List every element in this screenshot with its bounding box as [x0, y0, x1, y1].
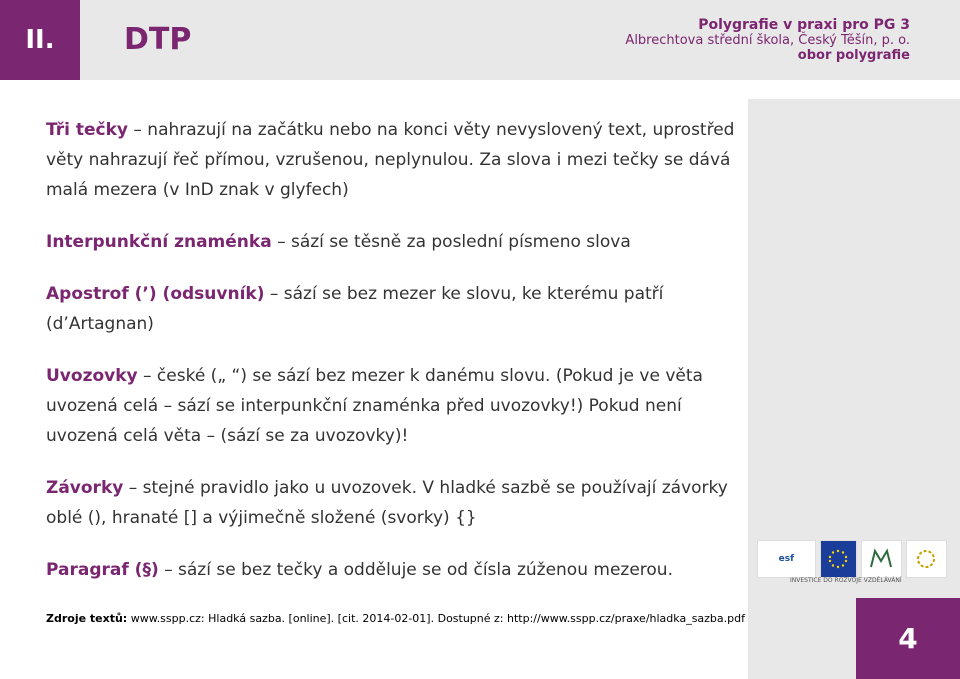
item-term: Uvozovky [46, 366, 138, 386]
item-uvozovky [46, 361, 746, 451]
item-term: Apostrof (’) (odsuvník) [46, 284, 265, 304]
school-name: Albrechtova střední škola, Český Těšín, p. o. [625, 33, 910, 48]
item-tri-tecky [46, 115, 746, 205]
chapter-number: II. [0, 0, 80, 80]
item-interpunkce [46, 227, 746, 257]
item-apostrof [46, 279, 746, 339]
msmt-logo [861, 540, 902, 578]
eu-stars-icon [823, 547, 853, 571]
item-text: – stejné pravidlo jako u uvozovek. V hladké sazbě se používají závorky oblé (), hranaté [] a výjimečně složené (svorky) {} [46, 478, 728, 528]
investice-caption: INVESTICE DO ROZVOJE VZDĚLÁVÁNÍ [790, 577, 902, 584]
item-text: – sází se bez tečky a odděluje se od čísla zúženou mezerou. [158, 560, 673, 580]
item-zavorky [46, 473, 746, 533]
item-text: – sází se bez mezer ke slovu, ke kterému patří (d’Artagnan) [46, 284, 664, 334]
op-logo [906, 540, 947, 578]
page-title: DTP [124, 22, 192, 57]
field-name: obor polygrafie [797, 48, 910, 63]
item-term: Interpunkční znaménka [46, 232, 272, 252]
item-term: Tři tečky [46, 120, 128, 140]
item-paragraf [46, 555, 746, 585]
item-text: – sází se těsně za poslední písmeno slova [271, 232, 631, 252]
page-number: 4 [856, 598, 960, 679]
item-text: – české („ “) se sází bez mezer k danému slovu. (Pokud je ve věta uvozená celá – sází se interpunkční znaménka před uvozovky!) Pokud není uvozená celá věta – (sází se za uvozovky)! [46, 366, 703, 446]
item-text: – nahrazují na začátku nebo na konci věty nevyslovený text, uprostřed věty nahrazují řeč přímou, vzrušenou, neplynulou. Za slova i mezi tečky se dává malá mezera (v InD znak v glyfech) [46, 120, 735, 200]
op-mark-icon [912, 547, 940, 571]
msmt-mark-icon [867, 547, 895, 571]
item-term: Závorky [46, 478, 124, 498]
right-side-panel [748, 99, 960, 679]
item-term: Paragraf (§) [46, 560, 159, 580]
source-citation [46, 612, 745, 625]
source-text: www.sspp.cz: Hladká sazba. [online]. [cit. 2014-02-01]. Dostupné z: http://www.sspp.cz/praxe/hladka_sazba.pdf [127, 612, 745, 625]
course-name: Polygrafie v praxi pro PG 3 [698, 17, 910, 33]
header-info [625, 18, 910, 63]
source-label: Zdroje textů: [46, 612, 128, 625]
eu-flag-logo [820, 540, 857, 578]
main-content [46, 115, 746, 607]
esf-logo: esf [757, 540, 816, 578]
